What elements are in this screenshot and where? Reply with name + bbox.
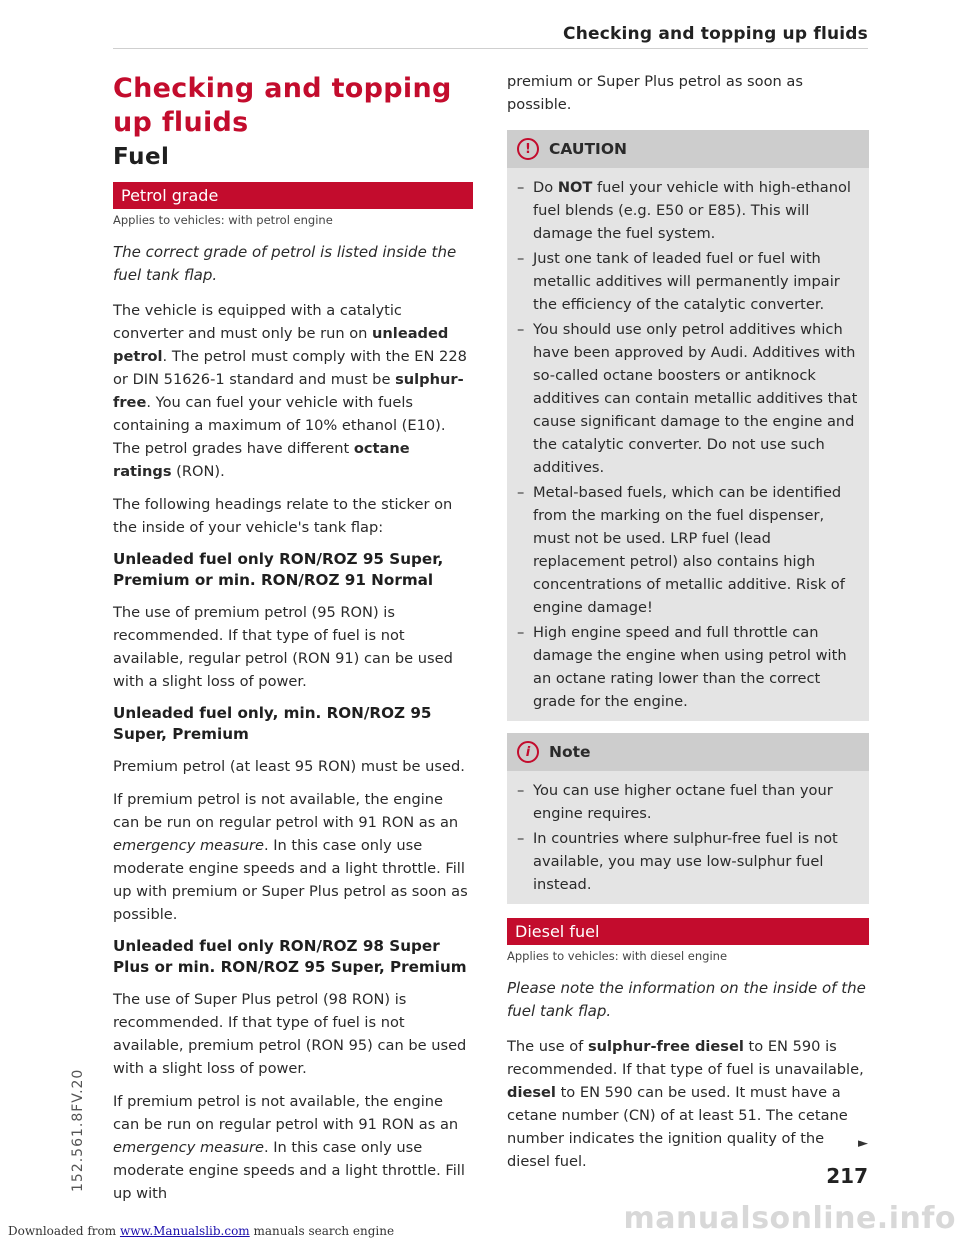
caution-title: CAUTION <box>549 140 627 158</box>
manualslib-link[interactable]: www.Manualslib.com <box>119 1224 250 1238</box>
subheading-min-95: Unleaded fuel only, min. RON/ROZ 95 Super, Premium <box>113 704 432 743</box>
note-body <box>507 771 869 904</box>
petrol-grade-bar: Petrol grade <box>113 182 473 209</box>
note-box <box>507 733 869 904</box>
note-item: – You can use higher octane fuel than your engine requires. <box>517 782 833 822</box>
caution-item: – Metal-based fuels, which can be identified from the marking on the fuel dispenser, must not be used. LRP fuel (lead replacement petrol) also contains high concentrations of metallic additive. Risk of engine damage! <box>517 484 845 616</box>
paragraph-headings: The following headings relate to the sticker on the inside of your vehicle's tank flap: <box>113 496 453 536</box>
paragraph-catalytic: The vehicle is equipped with a catalytic converter and must only be run on unleaded petrol. The petrol must comply with the EN 228 or DIN 51626-1 standard and must be sulphur-free. You can fuel your vehicle with fuels containing a maximum of 10% ethanol (E10). The petrol grades have different octane ratings (RON). <box>113 302 467 480</box>
left-column <box>113 60 473 1215</box>
note-header <box>507 733 869 771</box>
applies-text: Applies to vehicles: with petrol engine <box>113 213 333 227</box>
paragraph-emergency-1: If premium petrol is not available, the engine can be run on regular petrol with 91 RON as an emergency measure. In this case only use moderate engine speeds and a light throttle. Fill up with premium or Super Plus petrol as soon as possible. <box>113 791 468 923</box>
caution-box <box>507 130 869 721</box>
paragraph-95-91: The use of premium petrol (95 RON) is recommended. If that type of fuel is not available, regular petrol (RON 91) can be used with a slight loss of power. <box>113 604 453 690</box>
caution-body <box>507 168 869 721</box>
paragraph-emergency-2: If premium petrol is not available, the engine can be run on regular petrol with 91 RON as an emergency measure. In this case only use moderate engine speeds and a light throttle. Fill up with <box>113 1093 465 1202</box>
caution-item: – High engine speed and full throttle can damage the engine when using petrol with an octane rating lower than the correct grade for the engine. <box>517 624 847 710</box>
continue-arrow-icon: ► <box>858 1136 868 1151</box>
caution-header <box>507 130 869 168</box>
download-footer: Downloaded from www.Manualslib.com manuals search engine <box>8 1224 395 1238</box>
diesel-applies-text: Applies to vehicles: with diesel engine <box>507 949 728 963</box>
caution-icon: ! <box>517 138 539 160</box>
subheading-98-95: Unleaded fuel only RON/ROZ 98 Super Plus or min. RON/ROZ 95 Super, Premium <box>113 937 467 976</box>
subheading-95-91: Unleaded fuel only RON/ROZ 95 Super, Premium or min. RON/ROZ 91 Normal <box>113 550 444 589</box>
side-document-code: 152.561.8FV.20 <box>70 1068 86 1192</box>
header-divider <box>113 48 868 49</box>
paragraph-continued: premium or Super Plus petrol as soon as possible. <box>507 73 803 113</box>
caution-item: – Just one tank of leaded fuel or fuel with metallic additives will permanently impair the efficiency of the catalytic converter. <box>517 250 840 313</box>
note-item: – In countries where sulphur-free fuel is not available, you may use low-sulphur fuel instead. <box>517 830 838 893</box>
caution-item: – Do NOT fuel your vehicle with high-ethanol fuel blends (e.g. E50 or E85). This will damage the fuel system. <box>517 179 851 242</box>
diesel-lead-text: Please note the information on the inside of the fuel tank flap. <box>507 979 866 1020</box>
paragraph-min-95: Premium petrol (at least 95 RON) must be used. <box>113 758 465 775</box>
page-number: 217 <box>826 1164 868 1188</box>
lead-text: The correct grade of petrol is listed inside the fuel tank flap. <box>113 243 457 284</box>
caution-item: – You should use only petrol additives which have been approved by Audi. Additives with so-called octane boosters or antiknock additives can contain metallic additives that cause significant damage to the engine and the catalytic converter. Do not use such additives. <box>517 321 858 476</box>
paragraph-98-95: The use of Super Plus petrol (98 RON) is recommended. If that type of fuel is not available, premium petrol (RON 95) can be used with a slight loss of power. <box>113 991 467 1077</box>
page-title: Checking and topping up fluids <box>113 73 452 138</box>
paragraph-diesel: The use of sulphur-free diesel to EN 590 is recommended. If that type of fuel is unavailable, diesel to EN 590 can be used. It must have a cetane number (CN) of at least 51. The cetane number indicates the ignition quality of the diesel fuel. <box>507 1038 864 1170</box>
info-icon: i <box>517 741 539 763</box>
running-header: Checking and topping up fluids <box>563 24 868 44</box>
section-heading-fuel: Fuel <box>113 144 170 170</box>
watermark: manualsonline.info <box>623 1201 956 1236</box>
diesel-fuel-bar: Diesel fuel <box>507 918 869 945</box>
note-title: Note <box>549 743 591 761</box>
right-column <box>507 70 869 1183</box>
